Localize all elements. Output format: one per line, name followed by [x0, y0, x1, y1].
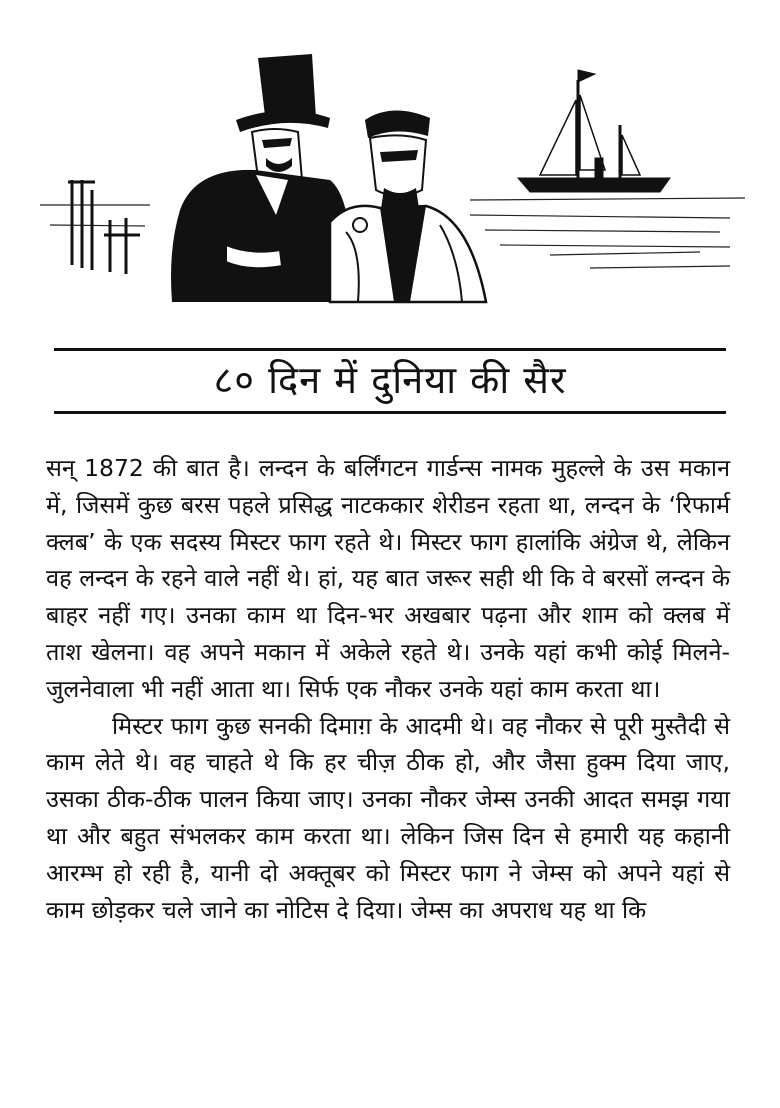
chapter-title: ८० दिन में दुनिया की सैर [213, 358, 567, 402]
chapter-body [46, 450, 730, 928]
paragraph-1: सन् 1872 की बात है। लन्दन के बर्लिंगटन गार्डन्स नामक मुहल्ले के उस मकान में, जिसमें कुछ बरस पहले प्रसिद्ध नाटककार शेरीडन रहता था, लन्दन के ‘रिफार्म क्लब’ के एक सदस्य मिस्टर फाग रहते थे। मिस्टर फाग हालांकि अंग्रेज थे, लेकिन वह लन्दन के रहने वाले नहीं थे। हां, यह बात जरूर सही थी कि वे बरसों लन्दन के बाहर नहीं गए। उनका काम था दिन-भर अखबार पढ़ना और शाम को क्लब में ताश खेलना। वह अपने मकान में अकेले रहते थे। उनके यहां कभी कोई मिलने-जुलनेवाला भी नहीं आता था। सिर्फ एक नौकर उनके यहां काम करता था। [46, 454, 730, 703]
gentleman-servant-and-ship-illustration [30, 40, 750, 310]
title-rule-top [54, 348, 726, 351]
title-rule-bottom [54, 411, 726, 414]
paragraph-2: मिस्टर फाग कुछ सनकी दिमाग़ के आदमी थे। वह नौकर से पूरी मुस्तैदी से काम लेते थे। वह चाहते थे कि हर चीज़ ठीक हो, और जैसा हुक्म दिया जाए, उसका ठीक-ठीक पालन किया जाए। उनका नौकर जेम्स उनकी आदत समझ गया था और बहुत संभलकर काम करता था। लेकिन जिस दिन से हमारी यह कहानी आरम्भ हो रही है, यानी दो अक्तूबर को मिस्टर फाग ने जेम्स को अपने यहां से काम छोड़कर चले जाने का नोटिस दे दिया। जेम्स का अपराध यह था कि [46, 711, 730, 924]
